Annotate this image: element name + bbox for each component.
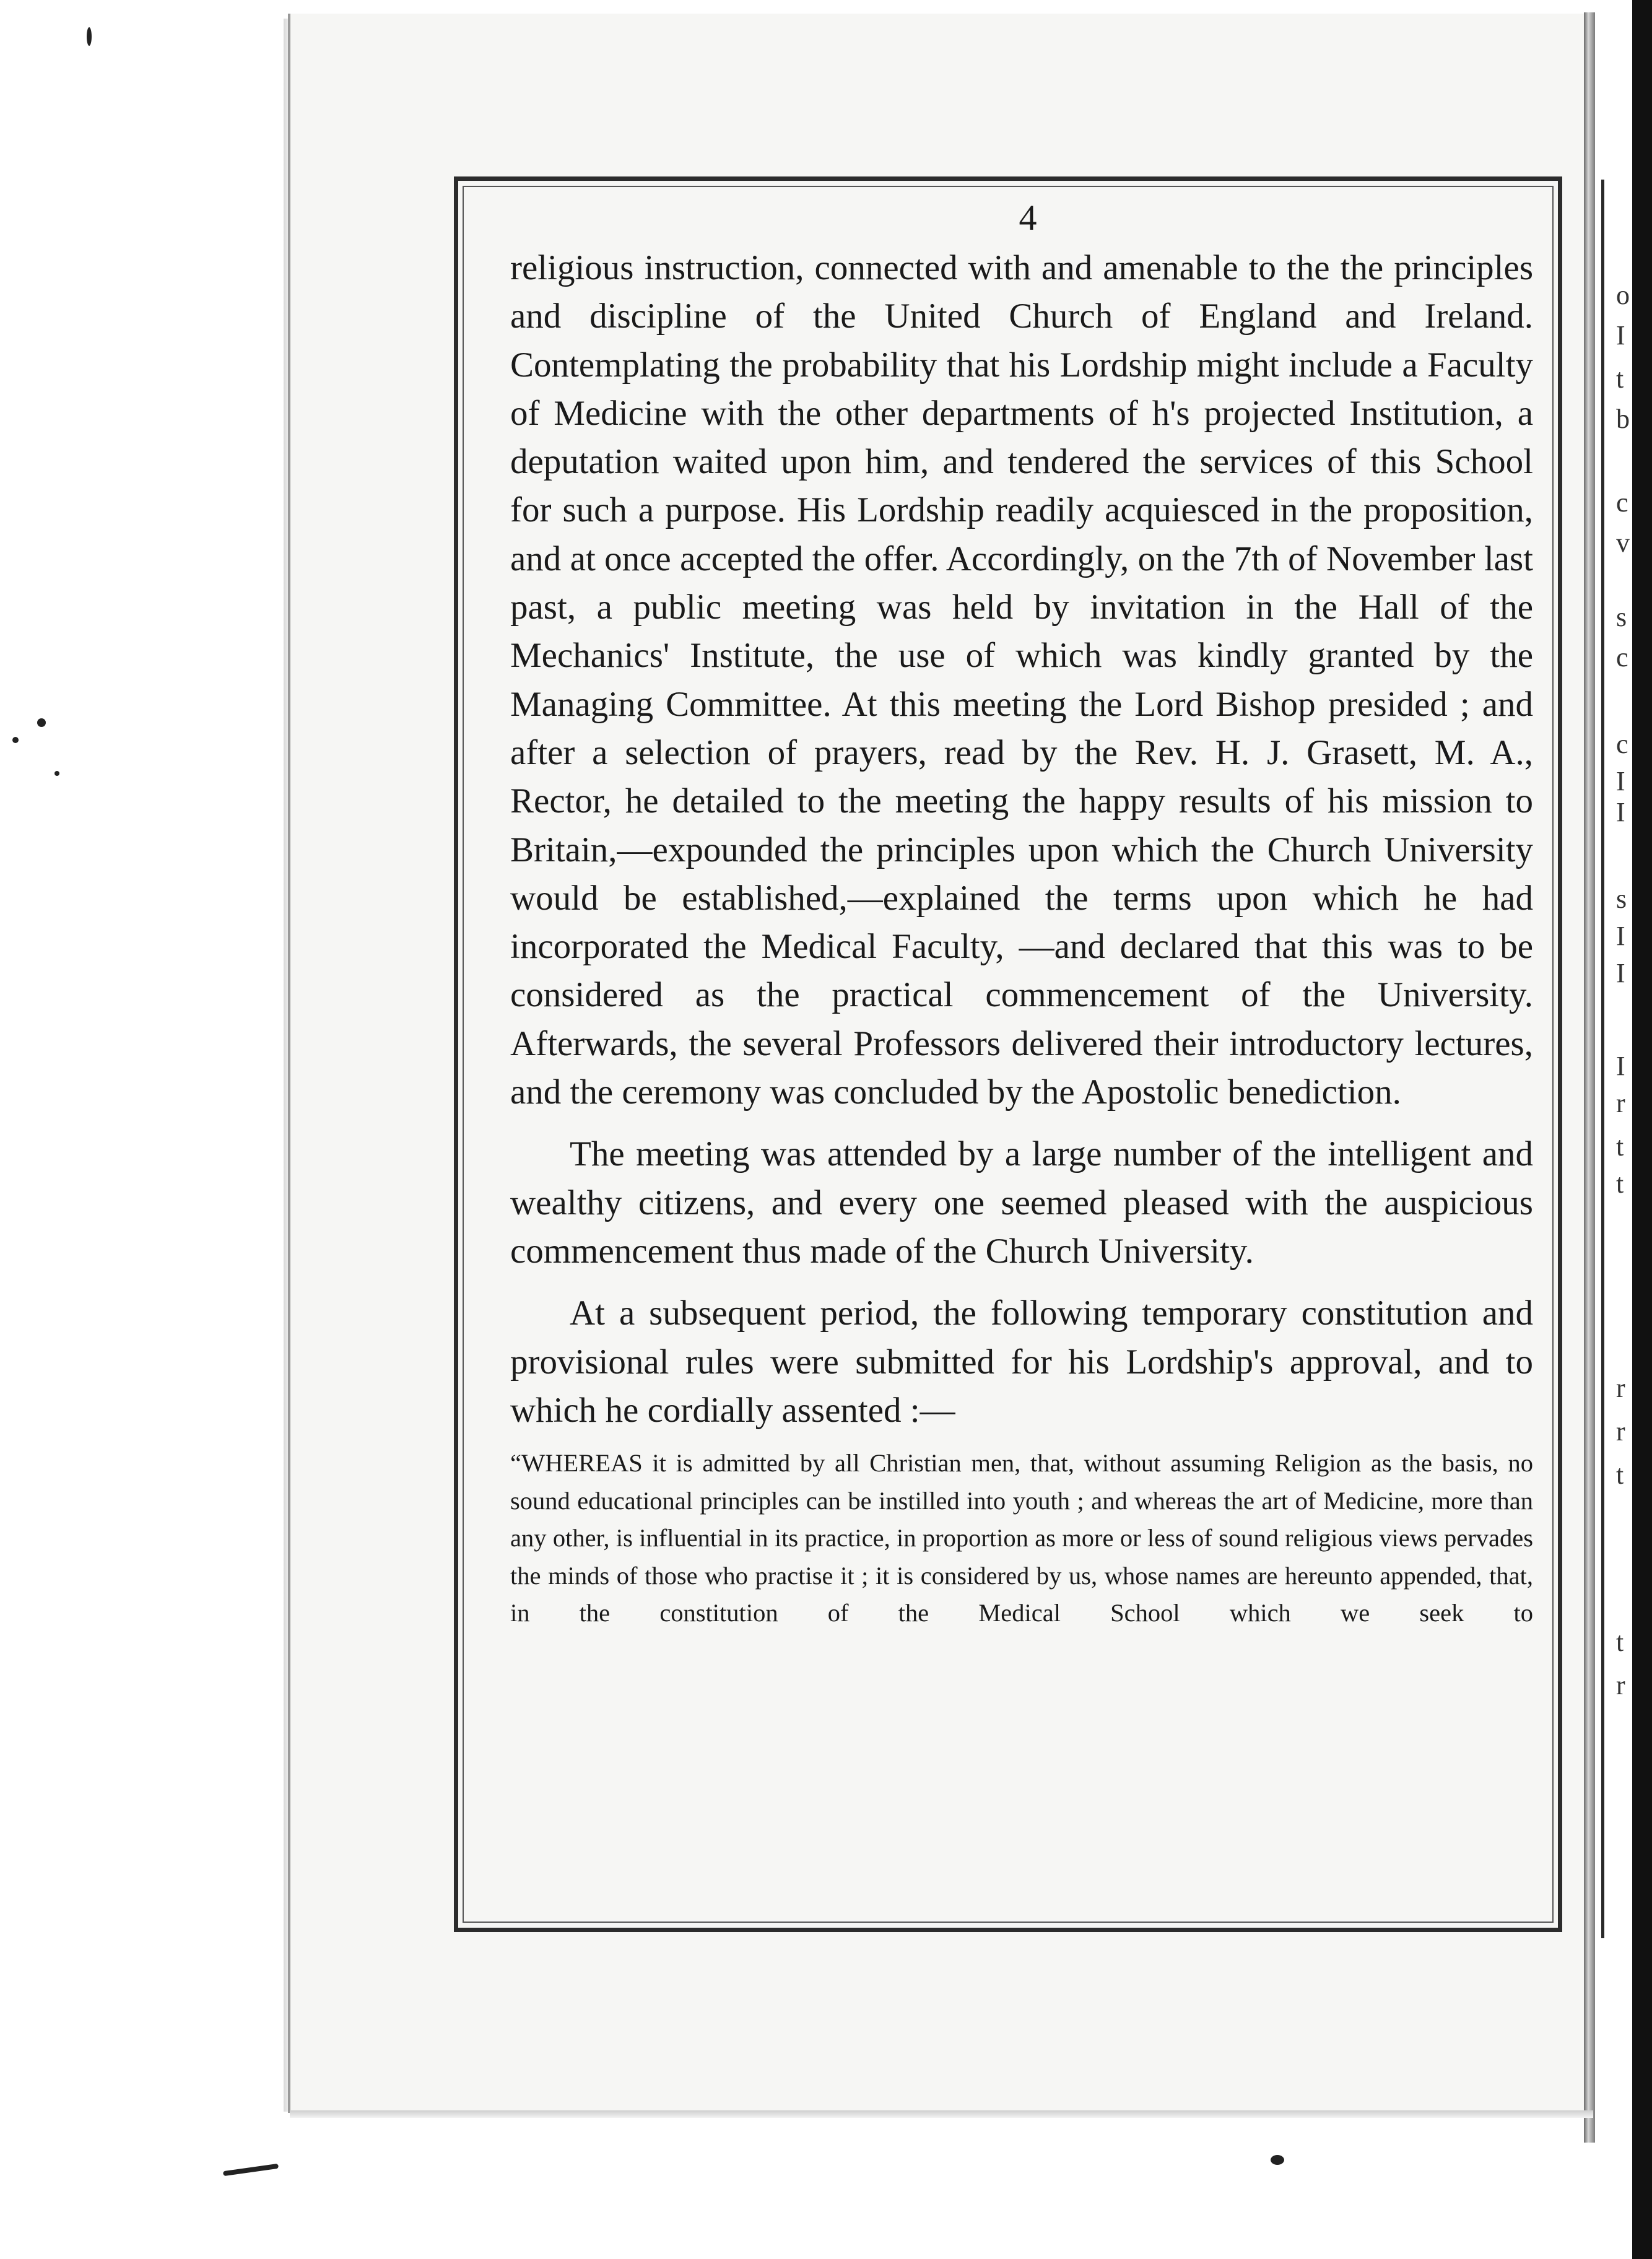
adjacent-glyph: s	[1616, 884, 1627, 914]
adjacent-glyph: s	[1616, 602, 1627, 632]
adjacent-glyph: I	[1616, 921, 1625, 951]
page-content	[510, 199, 1533, 1632]
adjacent-glyph: I	[1616, 797, 1625, 827]
adjacent-page-rule	[1601, 180, 1604, 1938]
body-paragraph-2: The meeting was attended by a large number of the intelligent and wealthy citizens, and every one seemed pleased with the auspicious commencement thus made of the Church University.	[510, 1134, 1533, 1271]
adjacent-glyph: r	[1616, 1088, 1625, 1118]
adjacent-glyph: c	[1616, 487, 1628, 518]
adjacent-glyph: t	[1616, 1460, 1624, 1490]
body-paragraph-1: religious instruction, connected with and amenable to the the principles and discipline of the United Church of England and Ireland. Contemplating the probability that his Lordship might include a Faculty of Medicine with the other departments of h's projected Institution, a deputation waited upon him, and tendered the services of this School for such a purpose. His Lordship readily acquiesced in the proposition, and at once accepted the offer. Accordingly, on the 7th of November last past, a public meeting was held by invitation in the Hall of the Mechanics' Institute, the use of which was kindly granted by the Managing Committee. At this meeting the Lord Bishop presided ; and after a selection of prayers, read by the Rev. H. J. Grasett, M. A., Rector, he detailed to the meeting the happy results of his mission to Britain,—expounded the principles upon which the Church University would be established,—explained the terms upon which he had incorporated the Medical Faculty, —and declared that this was to be considered as the practical commencement of the University. Afterwards, the several Professors delivered their introductory lectures, and the ceremony was concluded by the Apostolic benediction.	[510, 248, 1533, 1112]
adjacent-glyph: c	[1616, 729, 1628, 759]
body-paragraph-3: At a subsequent period, the following temporary constitution and provisional rules were submitted for his Lordship's approval, and to which he cordially assented :—	[510, 1294, 1533, 1430]
adjacent-glyph: r	[1616, 1373, 1625, 1403]
adjacent-glyph: I	[1616, 958, 1625, 988]
adjacent-glyph: c	[1616, 642, 1628, 672]
adjacent-glyph: r	[1616, 1670, 1625, 1700]
scan-speck	[1271, 2155, 1284, 2165]
scan-speck	[87, 27, 92, 46]
scan-edge-bar	[1632, 0, 1652, 2259]
adjacent-glyph: I	[1616, 1051, 1625, 1081]
adjacent-glyph: t	[1616, 363, 1624, 394]
scan-speck	[12, 737, 19, 743]
adjacent-glyph: o	[1616, 280, 1630, 310]
scan-speck	[223, 2164, 279, 2176]
adjacent-glyph: t	[1616, 1169, 1624, 1199]
scan-speck	[37, 718, 46, 727]
adjacent-glyph: t	[1616, 1131, 1624, 1162]
adjacent-glyph: I	[1616, 766, 1625, 796]
adjacent-glyph: r	[1616, 1416, 1625, 1447]
adjacent-glyph: I	[1616, 320, 1625, 350]
adjacent-page-fragment	[1595, 0, 1652, 2259]
resolution-quote: “WHEREAS it is admitted by all Christian men, that, without assuming Religion as the basis, no sound educational principles can be instilled into youth ; and whereas the art of Medicine, more than any other, is influential in its practice, in proportion as more or less of sound religious views pervades the minds of those who practise it ; it is considered by us, whose names are hereunto appended, that, in the constitution of the Medical School which we seek to	[510, 1449, 1533, 1627]
page-edge-right	[1584, 12, 1595, 2143]
adjacent-glyph: v	[1616, 528, 1630, 558]
page-number: 4	[1019, 198, 1037, 238]
adjacent-glyph: b	[1616, 404, 1630, 434]
page-edge-bottom	[290, 2110, 1593, 2118]
adjacent-glyph: t	[1616, 1627, 1624, 1657]
scan-speck	[54, 771, 59, 776]
